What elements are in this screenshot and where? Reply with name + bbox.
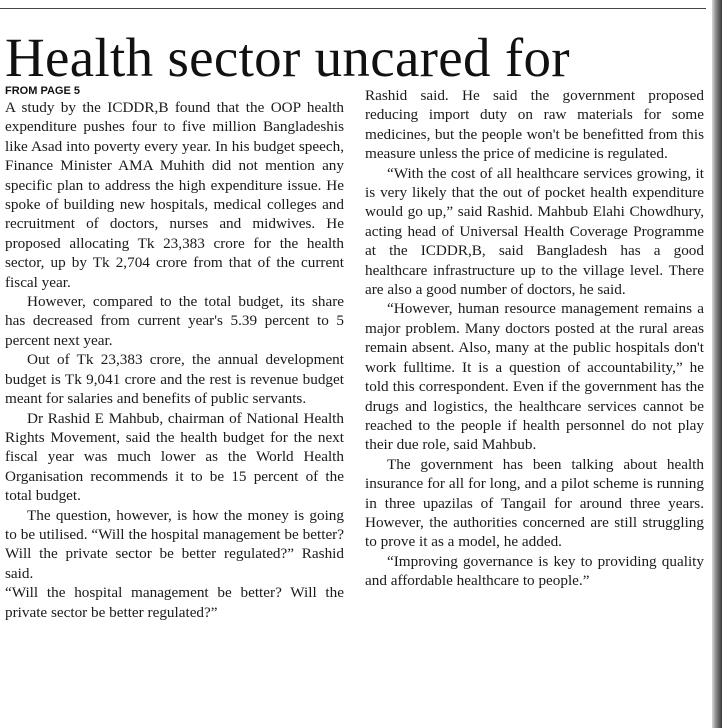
paragraph: A study by the ICDDR,B found that the OOP health expenditure pushes four to five million Bangladeshis like Asad into poverty every year. In his budget speech, Finance Minister AMA Muhith did not mention any specific plan to address the high expenditure issue. He spoke of building new hospitals, medical colleges and recruitment of doctors, nurses and midwives. He proposed allocating Tk 23,383 crore for the health sector, up by Tk 2,704 crore from that of the current fiscal year.: [5, 99, 344, 291]
headline: Health sector uncared for: [5, 27, 570, 88]
paragraph: Out of Tk 23,383 crore, the annual development budget is Tk 9,041 crore and the rest is revenue budget meant for salaries and benefits of public servants.: [5, 351, 344, 408]
paragraph: Dr Rashid E Mahbub, chairman of National Health Rights Movement, said the health budget for the next fiscal year was much lower as the World Health Organisation recommends it to be 15 percent of the total budget.: [5, 409, 344, 505]
page-edge-shadow: [712, 0, 722, 728]
paragraph: “Will the hospital management be better? Will the private sector be better regulated?”: [5, 584, 344, 621]
paragraph: “With the cost of all healthcare services growing, it is very likely that the out of pocket health expenditure would go up,” said Rashid. Mahbub Elahi Chowdhury, acting head of Universal Health Coverage Programme at the ICDDR,B, said Bangladesh has a good healthcare infrastructure up to the village level. There are also a good number of doctors, he said.: [365, 164, 704, 299]
right-column: [365, 86, 704, 716]
kicker-from-page: FROM PAGE 5: [5, 85, 80, 97]
paragraph: The question, however, is how the money is going to be utilised. “Will the hospital management be better? Will the private sector be better regulated?” Rashid said.: [5, 506, 344, 582]
paragraph: The government has been talking about health insurance for all for long, and a pilot scheme is running in three upazilas of Tangail for around three years. However, the authorities concerned are still struggling to prove it as a model, he added.: [365, 455, 704, 551]
paragraph: “Improving governance is key to providing quality and affordable healthcare to people.”: [365, 552, 704, 590]
paragraph: “However, human resource management remains a major problem. Many doctors posted at the rural areas remain absent. Also, many at the public hospitals don't work fulltime. It is a question of accountability,” he told this correspondent. Even if the government has the drugs and logistics, the healthcare services cannot be reached to the people if health personnel do not play their due role, said Mahbub.: [365, 300, 704, 454]
paragraph: However, compared to the total budget, its share has decreased from current year's 5.39 percent to 5 percent next year.: [5, 293, 344, 349]
left-column: [5, 98, 344, 728]
top-rule: [0, 8, 706, 9]
paragraph: Rashid said. He said the government proposed reducing import duty on raw materials for some medicines, but the people won't be benefitted from this measure unless the price of medicine is regulated.: [365, 87, 704, 163]
